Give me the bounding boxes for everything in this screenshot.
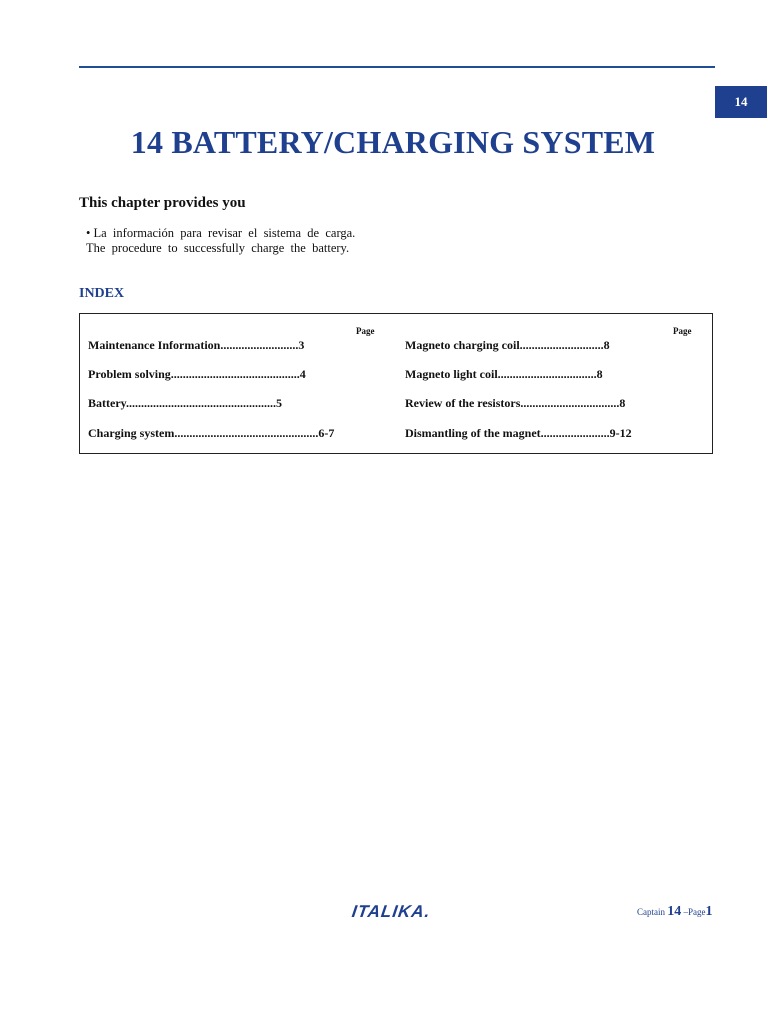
chapter-tab: 14 [715, 86, 767, 118]
index-entry[interactable]: Review of the resistors.................................8 [405, 396, 626, 410]
page-column-header: Page [673, 326, 692, 336]
index-entry[interactable]: Maintenance Information..........................3 [88, 338, 305, 352]
intro-line: • La información para revisar el sistema de carga. [86, 226, 356, 240]
footer-page-value: 1 [705, 904, 713, 919]
page-title: 14 BATTERY/CHARGING SYSTEM [130, 124, 656, 160]
footer-captain-label: Captain [637, 907, 665, 917]
page-column-header: Page [356, 326, 375, 336]
italika-logo: ITALIKA. [350, 902, 432, 921]
intro-heading: This chapter provides you [79, 195, 246, 211]
footer-chapter-number: 14 [667, 904, 682, 919]
intro-list [86, 226, 355, 256]
index-entry[interactable]: Magneto light coil.................................8 [405, 367, 603, 381]
top-rule [79, 66, 715, 68]
index-entry[interactable]: Charging system................................................6-7 [88, 426, 335, 440]
index-label: INDEX [79, 286, 125, 301]
footer-page-label: –Page [683, 907, 706, 917]
index-entry[interactable]: Dismantling of the magnet.......................9-12 [405, 426, 632, 440]
index-table [79, 313, 713, 454]
index-entry[interactable]: Problem solving...........................................4 [88, 367, 306, 381]
index-entry[interactable]: Magneto charging coil............................8 [405, 338, 610, 352]
index-entry[interactable]: Battery..................................................5 [88, 396, 282, 410]
footer-page-number [637, 904, 713, 920]
intro-line: The procedure to successfully charge the battery. [86, 241, 350, 255]
